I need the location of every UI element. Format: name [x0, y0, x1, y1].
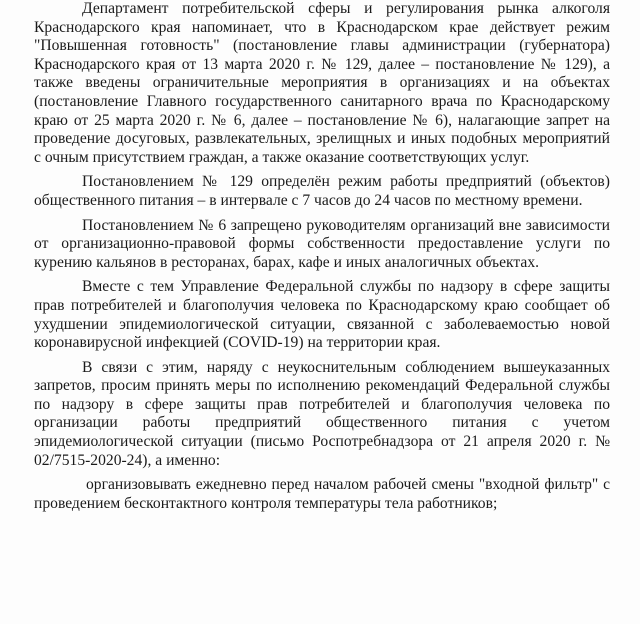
paragraph-epidemic-situation: Вместе с тем Управление Федеральной службы по надзору в сфере защиты прав потребителей и благополучия человека по Краснодарскому краю сообщает об ухудшении эпидемиологической ситуации, связанной с заболеваемостью новой коронавирусной инфекцией (COVID-19) на территории края.: [34, 278, 610, 352]
paragraph-recommendations: В связи с этим, наряду с неукоснительным соблюдением вышеуказанных запретов, просим принять меры по исполнению рекомендаций Федеральной службы по надзору в сфере защиты прав потребителей и благополучия человека по организации работы предприятий общественного питания с учетом эпидемиологической ситуации (письмо Роспотребнадзора от 21 апреля 2020 г. № 02/7515-2020-24), а именно:: [34, 358, 610, 469]
paragraph-regime-notice: Департамент потребительской сферы и регулирования рынка алкоголя Краснодарского края напоминает, что в Краснодарском крае действует режим "Повышенная готовность" (постановление главы администрации (губернатора) Краснодарского края от 13 марта 2020 г. № 129, далее – постановление № 129), а также введены ограничительные мероприятия в организациях и на объектах (постановление Главного государственного санитарного врача по Краснодарскому краю от 25 марта 2020 г. № 6, далее – постановление № 6), налагающие запрет на проведение досуговых, развлекательных, зрелищных и иных подобных мероприятий с очным присутствием граждан, а также оказание соответствующих услуг.: [34, 0, 610, 166]
paragraph-hookah-ban: Постановлением № 6 запрещено руководителям организаций вне зависимости от организационно-правовой формы собственности предоставление услуги по курению кальянов в ресторанах, барах, кафе и иных аналогичных объектах.: [34, 216, 610, 271]
paragraph-working-hours: Постановлением № 129 определён режим работы предприятий (объектов) общественного питания – в интервале с 7 часов до 24 часов по местному времени.: [34, 173, 610, 209]
paragraph-entry-filter: организовывать ежедневно перед началом рабочей смены "входной фильтр" с проведением бесконтактного контроля температуры тела работников;: [34, 476, 610, 512]
document-body: [34, 0, 610, 513]
